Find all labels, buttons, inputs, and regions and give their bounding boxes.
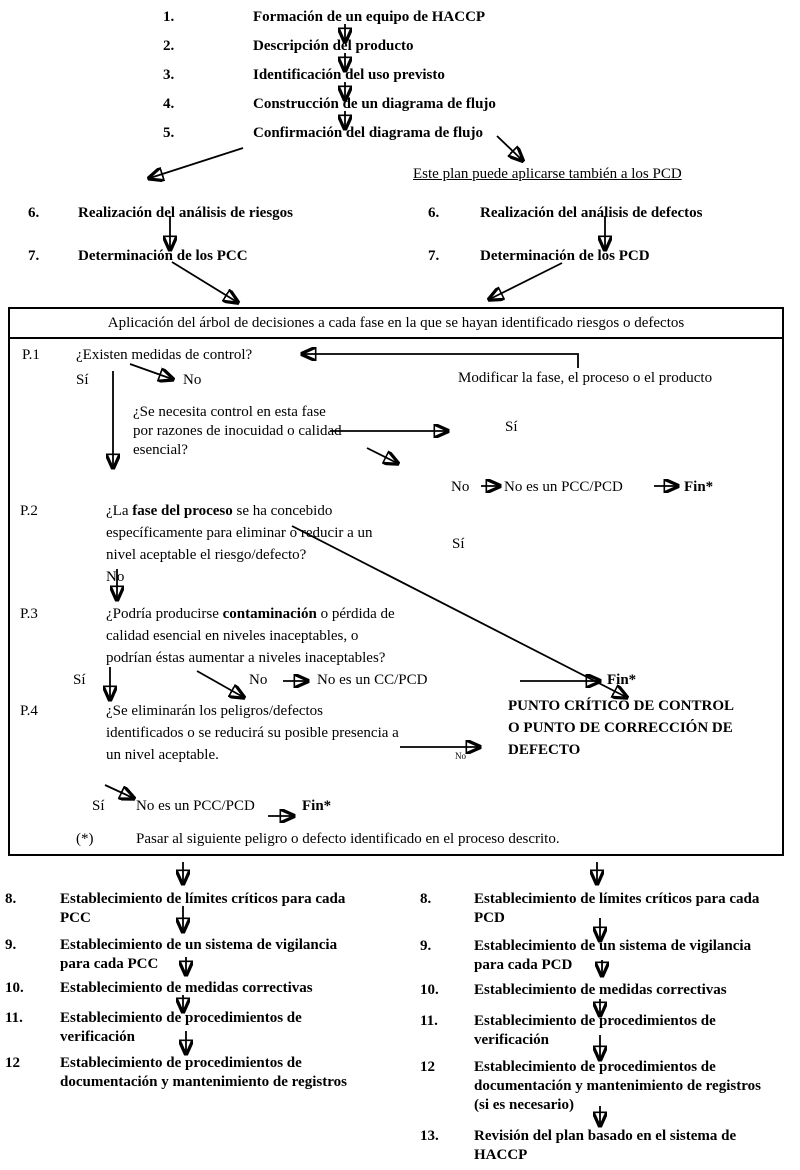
step-3-label: Identificación del uso previsto xyxy=(253,67,445,83)
left-step-9-number: 9. xyxy=(5,937,17,953)
pcd-step-6-label: Realización del análisis de defectos xyxy=(480,205,703,221)
step-3-number: 3. xyxy=(163,67,175,83)
left-step-9-line2: para cada PCC xyxy=(60,956,159,972)
pcd-step-6-number: 6. xyxy=(428,205,440,221)
right-step-8-line1: Establecimiento de límites críticos para cada xyxy=(474,891,760,907)
p1-not-pcc: No es un PCC/PCD xyxy=(504,479,623,495)
p4-fin: Fin* xyxy=(302,798,332,814)
p4-line2: identificados o se reducirá su posible presencia a xyxy=(106,725,399,741)
left-step-10-number: 10. xyxy=(5,980,24,996)
p4-line1: ¿Se eliminarán los peligros/defectos xyxy=(106,703,324,719)
right-step-12-line3: (si es necesario) xyxy=(474,1097,574,1113)
right-step-8-number: 8. xyxy=(420,891,432,907)
right-step-12-line2: documentación y mantenimiento de registros xyxy=(474,1078,761,1094)
left-step-8-line2: PCC xyxy=(60,910,91,926)
haccp-step-6-label: Realización del análisis de riesgos xyxy=(78,205,293,221)
footnote-mark: (*) xyxy=(76,831,94,847)
p2-no: No xyxy=(106,569,125,585)
haccp-step-7-label: Determinación de los PCC xyxy=(78,248,248,264)
p4-label: P.4 xyxy=(20,703,38,719)
p1-sub-no: No xyxy=(451,479,470,495)
p3-yes: Sí xyxy=(73,672,86,688)
step-2-number: 2. xyxy=(163,38,175,54)
p1-modify: Modificar la fase, el proceso o el producto xyxy=(458,370,713,386)
left-step-8-line1: Establecimiento de límites críticos para cada xyxy=(60,891,346,907)
ccp-line1: PUNTO CRÍTICO DE CONTROL xyxy=(508,698,735,714)
ccp-line2: O PUNTO DE CORRECCIÓN DE xyxy=(508,720,733,736)
right-step-9-line1: Establecimiento de un sistema de vigilancia xyxy=(474,938,752,954)
right-step-11-line1: Establecimiento de procedimientos de xyxy=(474,1013,716,1029)
p2-line1: ¿La fase del proceso se ha concebido xyxy=(106,503,333,519)
left-step-8-number: 8. xyxy=(5,891,17,907)
arrow-branch-right xyxy=(497,136,522,160)
haccp-step-6-number: 6. xyxy=(28,205,40,221)
p1-fin: Fin* xyxy=(684,479,714,495)
p1-question: ¿Existen medidas de control? xyxy=(76,347,253,363)
left-step-9-line1: Establecimiento de un sistema de vigilancia xyxy=(60,937,338,953)
right-step-12-line1: Establecimiento de procedimientos de xyxy=(474,1059,716,1075)
arrow-right-7-box xyxy=(490,263,562,299)
right-step-13-line2: HACCP xyxy=(474,1147,528,1163)
p2-line2: específicamente para eliminar o reducir a un xyxy=(106,525,373,541)
decision-box-header: Aplicación del árbol de decisiones a cada fase en la que se hayan identificado riesgos o defectos xyxy=(10,309,782,339)
arrow-branch-left xyxy=(150,148,243,178)
haccp-step-7-number: 7. xyxy=(28,248,40,264)
p1-sub-line1: ¿Se necesita control en esta fase xyxy=(133,404,326,420)
p3-line3: podrían éstas aumentar a niveles inaceptables? xyxy=(106,650,386,666)
left-step-10-line1: Establecimiento de medidas correctivas xyxy=(60,980,313,996)
left-step-11-number: 11. xyxy=(5,1010,23,1026)
p1-no: No xyxy=(183,372,202,388)
p1-sub-line3: esencial? xyxy=(133,442,188,458)
right-step-12-number: 12 xyxy=(420,1059,435,1075)
p3-line1: ¿Podría producirse contaminación o pérdida de xyxy=(106,606,395,622)
step-1-label: Formación de un equipo de HACCP xyxy=(253,9,486,25)
left-step-11-line1: Establecimiento de procedimientos de xyxy=(60,1010,302,1026)
left-step-11-line2: verificación xyxy=(60,1029,135,1045)
step-4-number: 4. xyxy=(163,96,175,112)
right-step-11-line2: verificación xyxy=(474,1032,549,1048)
ccp-line3: DEFECTO xyxy=(508,742,581,758)
right-step-10-number: 10. xyxy=(420,982,439,998)
p4-no-small: No xyxy=(455,751,466,761)
left-step-12-number: 12 xyxy=(5,1055,20,1071)
step-5-label: Confirmación del diagrama de flujo xyxy=(253,125,483,141)
right-step-9-line2: para cada PCD xyxy=(474,957,573,973)
p4-not-pcc: No es un PCC/PCD xyxy=(136,798,255,814)
left-step-12-line1: Establecimiento de procedimientos de xyxy=(60,1055,302,1071)
right-step-13-line1: Revisión del plan basado en el sistema de xyxy=(474,1128,737,1144)
arrow-left-7-box xyxy=(172,262,237,302)
right-step-8-line2: PCD xyxy=(474,910,505,926)
right-step-11-number: 11. xyxy=(420,1013,438,1029)
p1-yes: Sí xyxy=(76,372,89,388)
pcd-step-7-number: 7. xyxy=(428,248,440,264)
footnote-text: Pasar al siguiente peligro o defecto identificado en el proceso descrito. xyxy=(136,831,560,847)
step-5-number: 5. xyxy=(163,125,175,141)
p1-sub-yes: Sí xyxy=(505,419,518,435)
left-step-12-line2: documentación y mantenimiento de registros xyxy=(60,1074,347,1090)
p3-not-cc: No es un CC/PCD xyxy=(317,672,428,688)
p1-sub-line2: por razones de inocuidad o calidad xyxy=(133,423,342,439)
right-step-10-line1: Establecimiento de medidas correctivas xyxy=(474,982,727,998)
p3-label: P.3 xyxy=(20,606,38,622)
right-step-13-number: 13. xyxy=(420,1128,439,1144)
decision-tree-box xyxy=(8,307,784,856)
p3-no: No xyxy=(249,672,268,688)
pcd-step-7-label: Determinación de los PCD xyxy=(480,248,650,264)
p2-line3: nivel aceptable el riesgo/defecto? xyxy=(106,547,307,563)
p1-label: P.1 xyxy=(22,347,40,363)
pcd-note: Este plan puede aplicarse también a los PCD xyxy=(413,166,682,182)
p2-yes: Sí xyxy=(452,536,465,552)
step-1-number: 1. xyxy=(163,9,175,25)
p3-fin: Fin* xyxy=(607,672,637,688)
p4-line3: un nivel aceptable. xyxy=(106,747,219,763)
step-4-label: Construcción de un diagrama de flujo xyxy=(253,96,496,112)
p2-label: P.2 xyxy=(20,503,38,519)
right-step-9-number: 9. xyxy=(420,938,432,954)
step-2-label: Descripción del producto xyxy=(253,38,414,54)
p4-yes: Sí xyxy=(92,798,105,814)
p3-line2: calidad esencial en niveles inaceptables, o xyxy=(106,628,359,644)
